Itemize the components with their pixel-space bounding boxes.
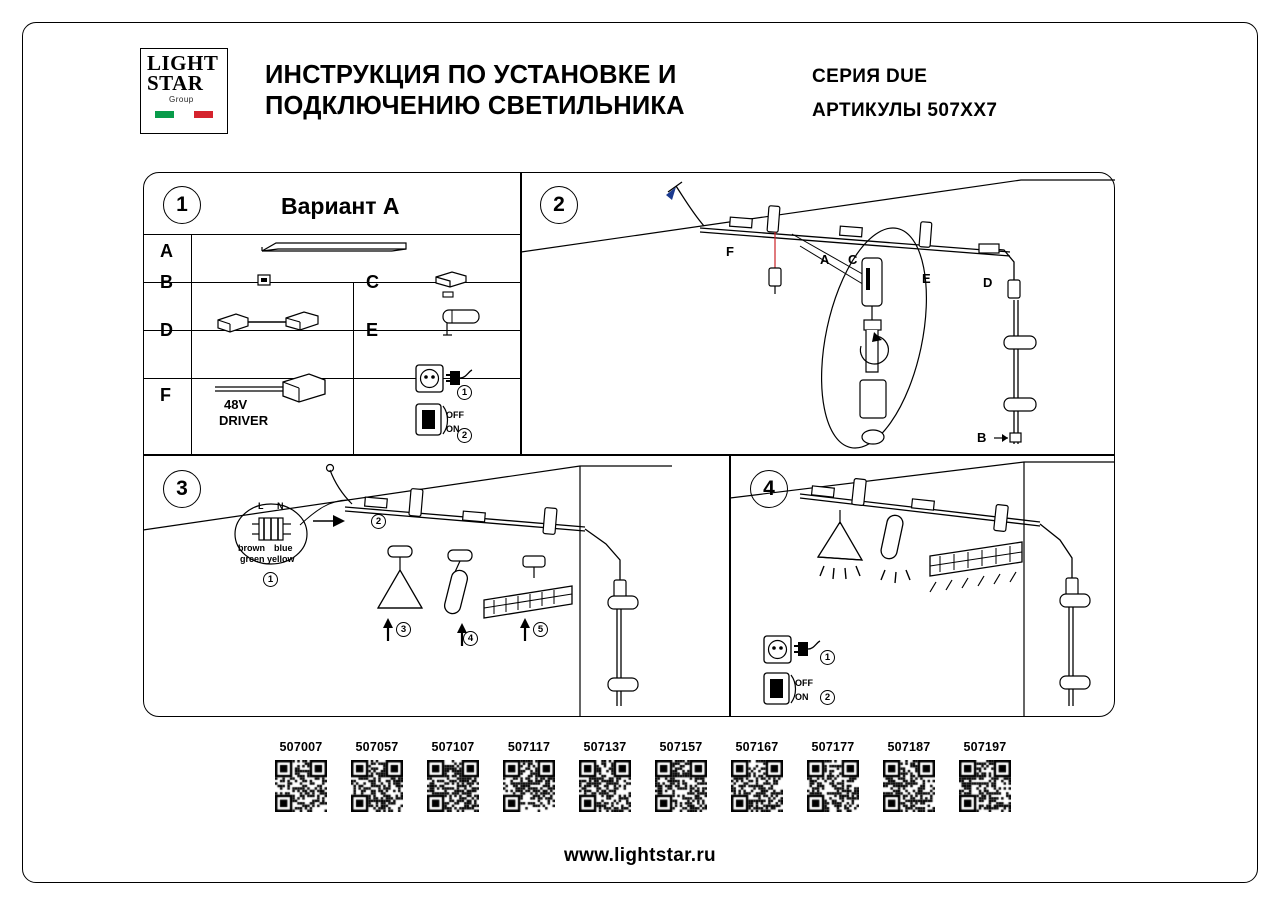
- article-number: 507137: [583, 740, 627, 754]
- qr-item: [579, 740, 631, 812]
- qr-code-image: [351, 760, 403, 812]
- switch-off-label-2: OFF: [795, 678, 813, 688]
- wire-label-brown: brown: [238, 543, 265, 553]
- step-badge-3: 3: [396, 622, 411, 637]
- articles-label: АРТИКУЛЫ 507ХХ7: [812, 100, 998, 121]
- page-title: ИНСТРУКЦИЯ ПО УСТАНОВКЕ И ПОДКЛЮЧЕНИЮ СВЕТИЛЬНИКА: [265, 61, 685, 120]
- wire-label-l: L: [258, 501, 264, 511]
- qr-item: [731, 740, 783, 812]
- logo-line-1: LIGHT: [147, 51, 219, 75]
- part-letter-d: D: [160, 320, 173, 340]
- qr-code-image: [807, 760, 859, 812]
- step-number-1: 1: [163, 186, 201, 224]
- qr-item: [275, 740, 327, 812]
- article-number: 507107: [431, 740, 475, 754]
- part-letter-a: A: [160, 241, 173, 261]
- qr-code-image: [731, 760, 783, 812]
- qr-code-image: [959, 760, 1011, 812]
- switch-step-badge: 2: [457, 428, 472, 443]
- qr-item: [503, 740, 555, 812]
- part-letter-e: E: [366, 320, 379, 340]
- logo-group-text: Group: [169, 95, 194, 104]
- qr-item: [427, 740, 479, 812]
- callout-a: A: [820, 252, 830, 267]
- step-badge-4: 4: [463, 631, 478, 646]
- step-number-3: 3: [163, 470, 201, 508]
- qr-code-image: [655, 760, 707, 812]
- qr-item: [959, 740, 1011, 812]
- article-number: 507167: [735, 740, 779, 754]
- article-number: 507177: [811, 740, 855, 754]
- driver-voltage-label: 48V: [224, 397, 248, 412]
- socket-step-badge-2: 1: [820, 650, 835, 665]
- socket-step-badge: 1: [457, 385, 472, 400]
- switch-icon-2: [764, 673, 796, 704]
- qr-item: [655, 740, 707, 812]
- socket-plug-icon-2: [764, 636, 820, 663]
- switch-on-label-2: ON: [795, 692, 809, 702]
- callout-d: D: [983, 275, 993, 290]
- qr-code-image: [579, 760, 631, 812]
- article-number: 507157: [659, 740, 703, 754]
- article-number: 507057: [355, 740, 399, 754]
- qr-code-image: [883, 760, 935, 812]
- qr-code-row: [275, 740, 1015, 812]
- part-letter-b: B: [160, 272, 173, 292]
- footer-website: www.lightstar.ru: [564, 845, 716, 866]
- step-badge-5: 5: [533, 622, 548, 637]
- article-number: 507197: [963, 740, 1007, 754]
- part-letter-c: C: [366, 272, 379, 292]
- callout-c: C: [848, 252, 858, 267]
- callout-b: B: [977, 430, 987, 445]
- switch-step-badge-2: 2: [820, 690, 835, 705]
- qr-item: [807, 740, 859, 812]
- qr-code-image: [503, 760, 555, 812]
- step-number-4: 4: [750, 470, 788, 508]
- part-letter-f: F: [160, 385, 171, 405]
- article-number: 507187: [887, 740, 931, 754]
- callout-e: E: [922, 271, 931, 286]
- series-label: СЕРИЯ DUE: [812, 66, 928, 87]
- logo-line-2: STAR: [147, 71, 204, 95]
- step-badge-1: 1: [263, 572, 278, 587]
- article-number: 507117: [507, 740, 551, 754]
- variant-label: Вариант А: [281, 193, 400, 219]
- qr-item: [351, 740, 403, 812]
- switch-off-label: OFF: [446, 410, 464, 420]
- driver-type-label: DRIVER: [219, 413, 269, 428]
- callout-f: F: [726, 244, 734, 259]
- wire-label-green-yellow: green yellow: [240, 554, 295, 564]
- qr-item: [883, 740, 935, 812]
- wire-label-n: N: [277, 501, 284, 511]
- wire-label-blue: blue: [274, 543, 293, 553]
- step-number-2: 2: [540, 186, 578, 224]
- switch-on-label: ON: [446, 424, 460, 434]
- step-badge-2: 2: [371, 514, 386, 529]
- article-number: 507007: [279, 740, 323, 754]
- qr-code-image: [275, 760, 327, 812]
- qr-code-image: [427, 760, 479, 812]
